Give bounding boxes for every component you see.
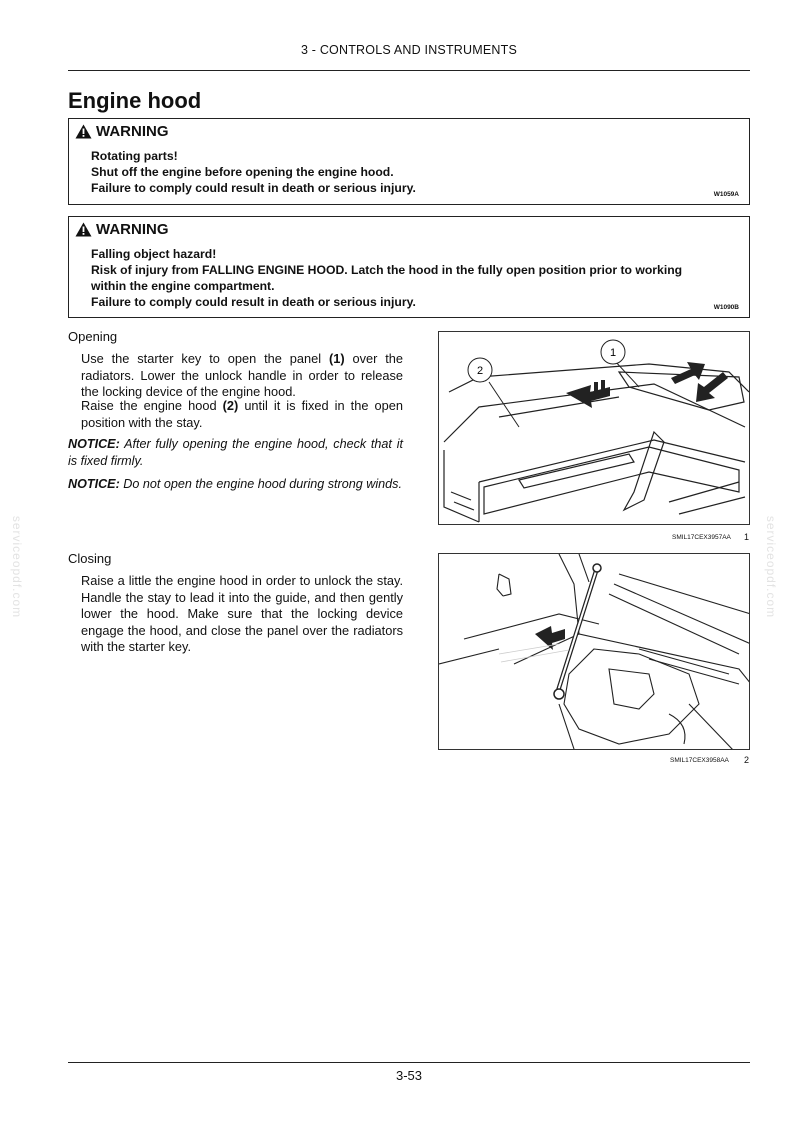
warning-triangle-icon <box>75 124 92 139</box>
warning-box-2 <box>68 216 750 318</box>
warning-heading-1 <box>75 123 169 140</box>
notice-2 <box>68 476 403 493</box>
notice-label: NOTICE: <box>68 477 120 491</box>
callout-ref-1: (1) <box>328 351 345 366</box>
notice-1 <box>68 436 403 469</box>
figure-2-engine-hood-stay <box>438 553 750 750</box>
warning-code-1: W1059A <box>713 191 739 198</box>
page-number: 3-53 <box>395 1068 423 1083</box>
header-rule <box>68 70 750 71</box>
figure-2-number: 2 <box>744 755 750 765</box>
warning-heading-text-1: WARNING <box>96 123 169 140</box>
opening-paragraph-1 <box>81 351 403 401</box>
warning-box-1 <box>68 118 750 205</box>
figure-1-number: 1 <box>744 532 750 542</box>
text-run: over the radiators. Lower the unlock handle in order to release the locking device of the engine hood. <box>81 351 404 399</box>
warning-line: within the engine compartment. <box>91 279 275 293</box>
callout-number-2: 2 <box>476 365 484 377</box>
watermark-right: serviceopdf.com <box>764 515 779 619</box>
warning-line: Falling object hazard! <box>91 247 217 261</box>
warning-triangle-icon <box>75 222 92 237</box>
text-run: Use the starter key to open the panel <box>81 351 329 366</box>
text-run: until it is fixed in the open position with the stay. <box>81 398 403 430</box>
warning-heading-2 <box>75 221 169 238</box>
figure-1-caption: SMIL17CEX3957AA <box>672 534 731 541</box>
figure-2-caption: SMIL17CEX3958AA <box>670 757 729 764</box>
footer-rule <box>68 1062 750 1063</box>
warning-code-2: W1090B <box>713 304 739 311</box>
engine-hood-illustration <box>439 332 750 525</box>
warning-line: Rotating parts! <box>91 149 178 163</box>
page-title: Engine hood <box>68 88 202 113</box>
figure-1-engine-hood-opening <box>438 331 750 525</box>
warning-line: Risk of injury from FALLING ENGINE HOOD. Latch the hood in the fully open position prior to working <box>91 263 683 277</box>
warning-line: Shut off the engine before opening the engine hood. <box>91 165 394 179</box>
opening-heading: Opening <box>68 329 118 344</box>
watermark-left: serviceopdf.com <box>10 515 25 619</box>
hood-stay-illustration <box>439 554 750 750</box>
warning-heading-text-2: WARNING <box>96 221 169 238</box>
opening-paragraph-2 <box>81 398 403 431</box>
closing-heading: Closing <box>68 551 112 566</box>
warning-body-2 <box>91 246 747 310</box>
running-header: 3 - CONTROLS AND INSTRUMENTS <box>300 43 518 57</box>
callout-number-1: 1 <box>609 347 617 359</box>
notice-label: NOTICE: <box>68 437 120 451</box>
notice-text: After fully opening the engine hood, check that it is fixed firmly. <box>68 437 403 468</box>
callout-ref-2: (2) <box>222 398 239 413</box>
text-run: Raise the engine hood <box>81 398 223 413</box>
warning-body-1 <box>91 148 741 196</box>
notice-text: Do not open the engine hood during strong winds. <box>119 477 402 491</box>
closing-paragraph: Raise a little the engine hood in order to unlock the stay. Handle the stay to lead it into the guide, and then gently lower the hood. Make sure that the locking device engage the hood, and close the panel over the radiators with the starter key. <box>81 573 403 654</box>
warning-line: Failure to comply could result in death or serious injury. <box>91 295 416 309</box>
warning-line: Failure to comply could result in death or serious injury. <box>91 181 416 195</box>
